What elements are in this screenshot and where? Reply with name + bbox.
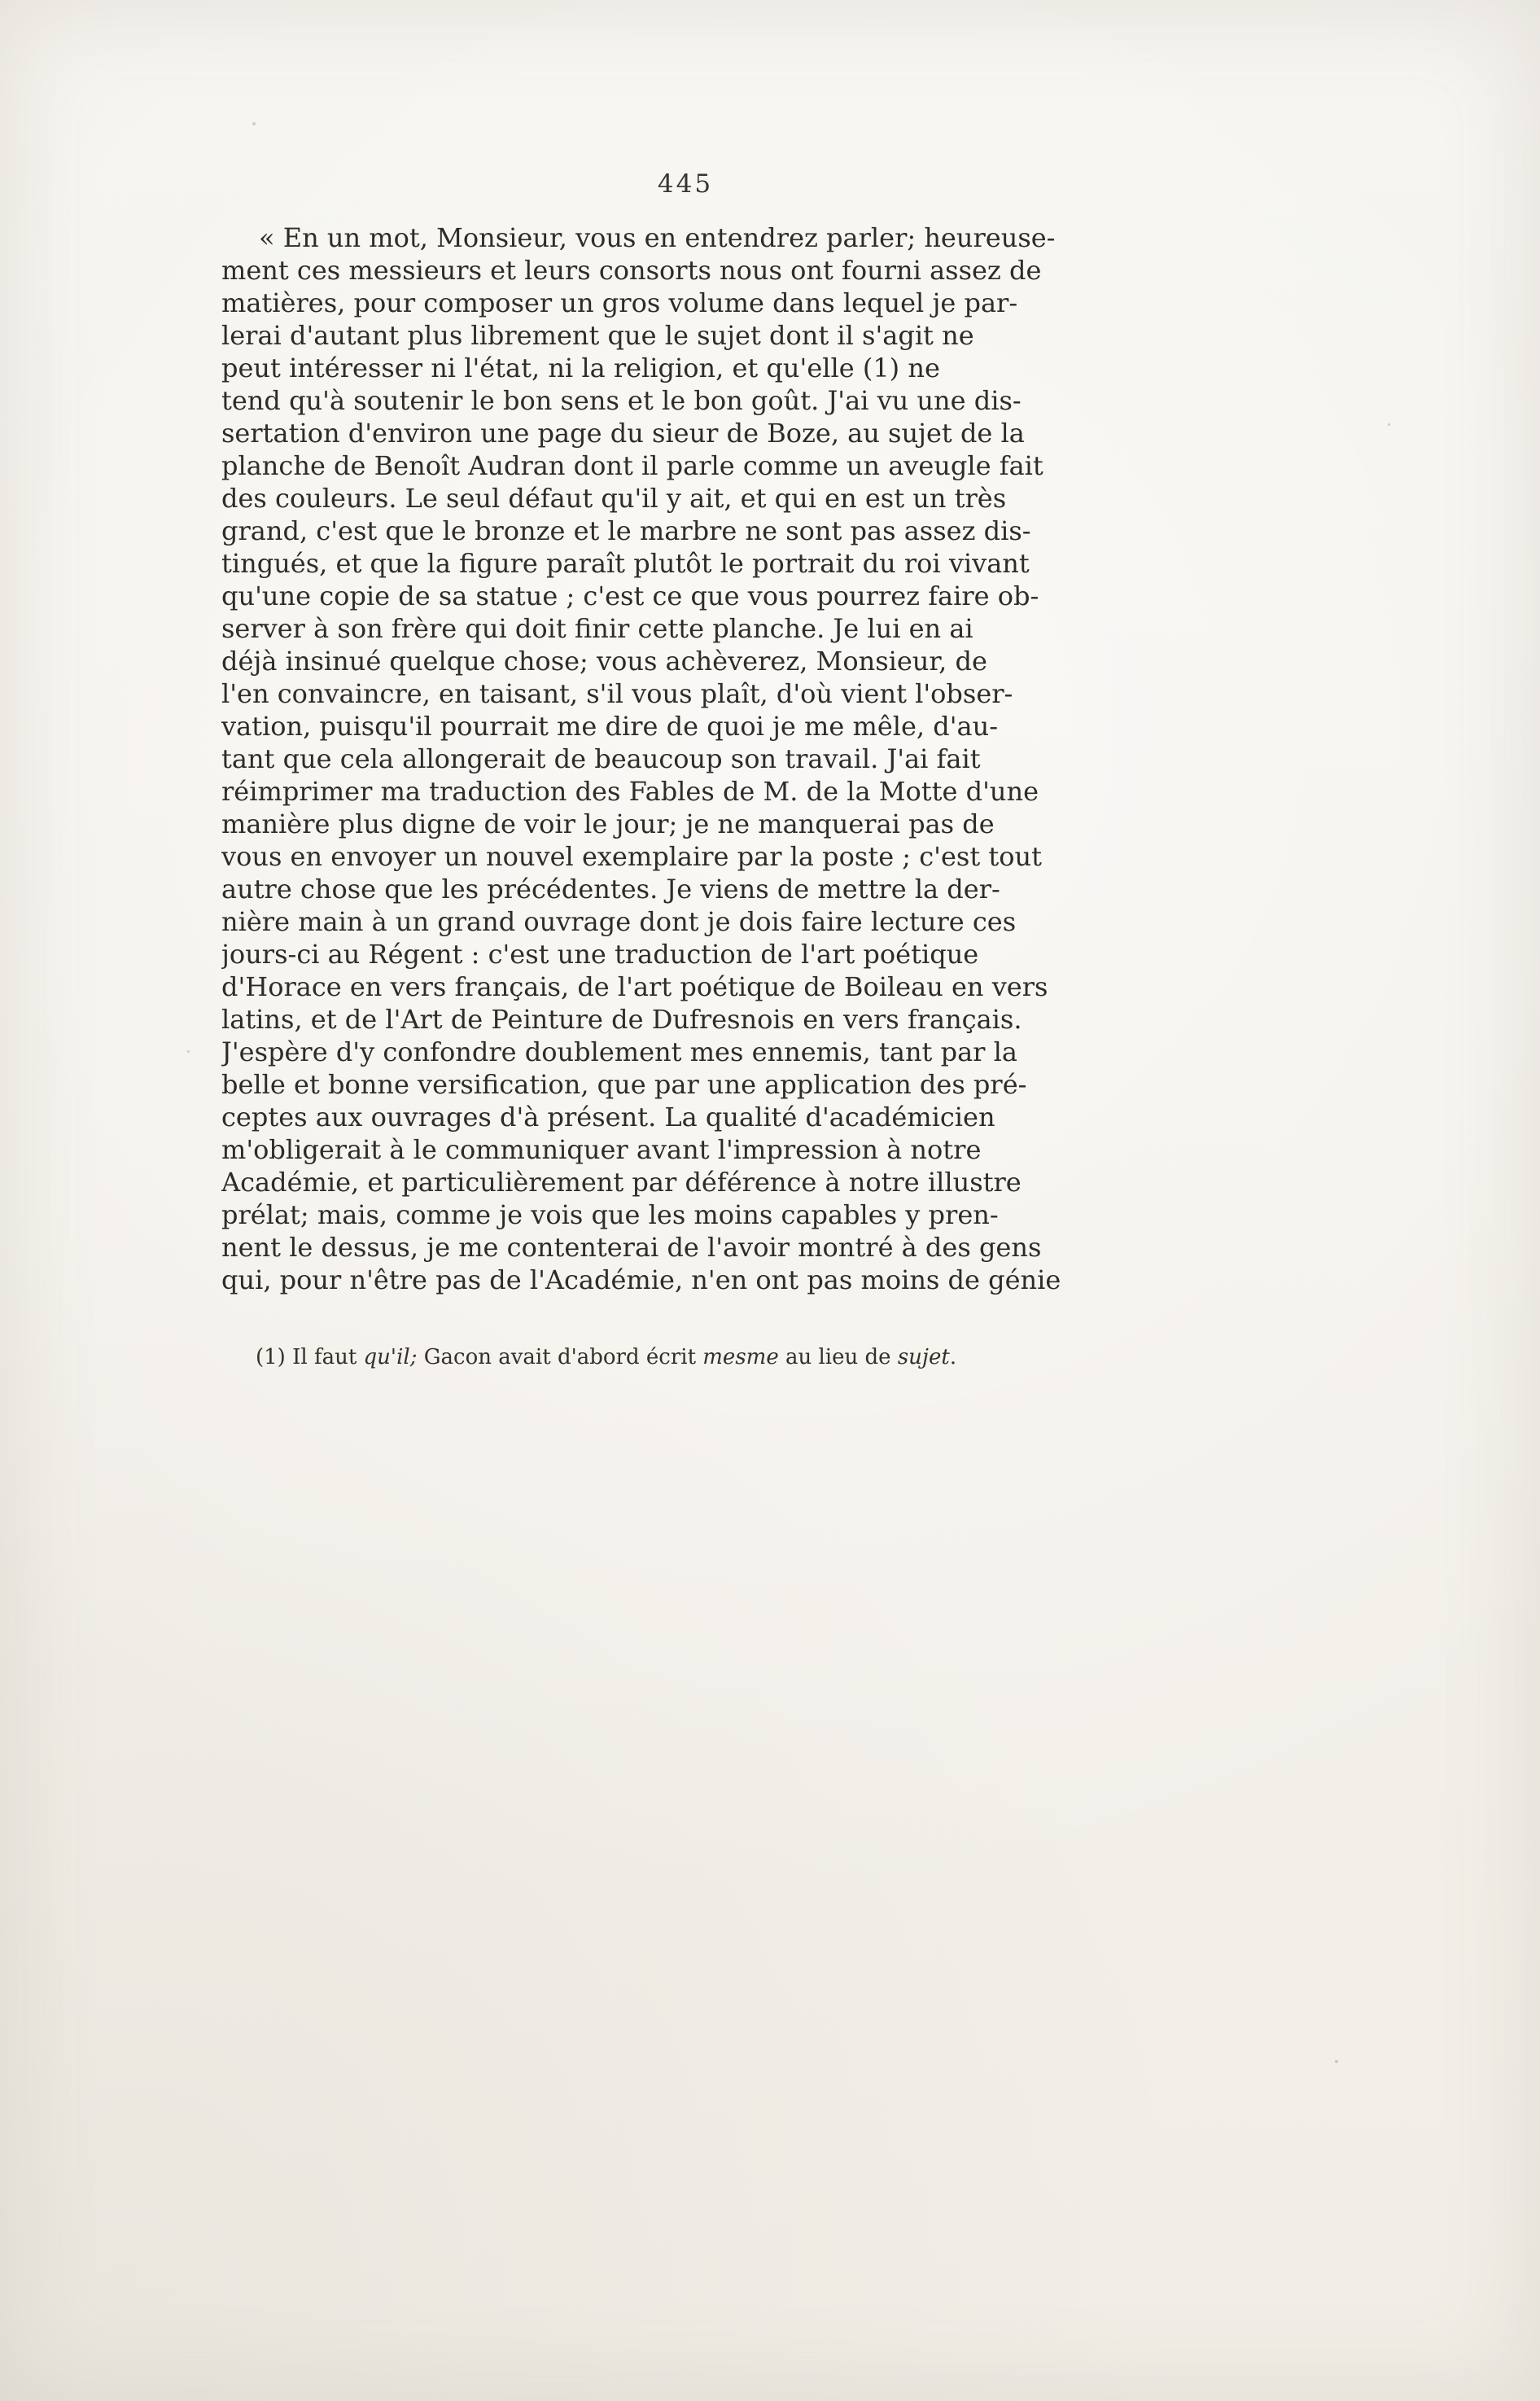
footnote-text: (1) Il faut: [256, 1345, 364, 1369]
footnote-italic: mesme: [702, 1345, 779, 1369]
footnote-text: .: [949, 1345, 957, 1369]
text-line: jours-ci au Régent : c'est une traduction de l'art poétique: [221, 939, 979, 970]
footnote-text: Gacon avait d'abord écrit: [417, 1345, 703, 1369]
paper-speck: [187, 1050, 190, 1053]
text-line: nent le dessus, je me contenterai de l'avoir montré à des gens: [221, 1232, 1042, 1263]
text-line: vation, puisqu'il pourrait me dire de quoi je me mêle, d'au-: [221, 711, 999, 742]
text-line: grand, c'est que le bronze et le marbre ne sont pas assez dis-: [221, 515, 1031, 546]
footnote-text: au lieu de: [778, 1345, 898, 1369]
text-line: qu'une copie de sa statue ; c'est ce que vous pourrez faire ob-: [221, 581, 1039, 611]
paper-speck: [1388, 423, 1390, 426]
text-line: J'espère d'y confondre doublement mes ennemis, tant par la: [221, 1036, 1017, 1067]
footnote-italic: sujet: [897, 1345, 950, 1369]
text-line: des couleurs. Le seul défaut qu'il y ait, et qui en est un très: [221, 483, 1007, 514]
text-line: réimprimer ma traduction des Fables de M. de la Motte d'une: [221, 776, 1039, 807]
paper-speck: [252, 122, 256, 125]
text-line: tant que cela allongerait de beaucoup son travail. J'ai fait: [221, 743, 981, 774]
text-line: l'en convaincre, en taisant, s'il vous plaît, d'où vient l'obser-: [221, 678, 1013, 709]
page-content: [221, 169, 1149, 1371]
text-line: d'Horace en vers français, de l'art poétique de Boileau en vers: [221, 971, 1048, 1002]
text-line: vous en envoyer un nouvel exemplaire par la poste ; c'est tout: [221, 841, 1042, 872]
text-line: belle et bonne versification, que par une application des pré-: [221, 1069, 1027, 1100]
text-line: manière plus digne de voir le jour; je ne manquerai pas de: [221, 808, 995, 839]
text-line: tend qu'à soutenir le bon sens et le bon goût. J'ai vu une dis-: [221, 385, 1022, 416]
text-line: déjà insinué quelque chose; vous achèverez, Monsieur, de: [221, 646, 987, 677]
paper-speck: [1335, 2060, 1338, 2063]
text-line: matières, pour composer un gros volume dans lequel je par-: [221, 287, 1018, 318]
text-line: m'obligerait à le communiquer avant l'impression à notre: [221, 1134, 982, 1165]
body-text: [221, 221, 1149, 1296]
text-line: server à son frère qui doit finir cette planche. Je lui en ai: [221, 613, 973, 644]
text-line: sertation d'environ une page du sieur de Boze, au sujet de la: [221, 418, 1025, 449]
text-line: ceptes aux ouvrages d'à présent. La qualité d'académicien: [221, 1102, 995, 1133]
text-line: planche de Benoît Audran dont il parle comme un aveugle fait: [221, 450, 1043, 481]
footnote-italic: qu'il;: [363, 1345, 418, 1369]
text-line: ment ces messieurs et leurs consorts nous ont fourni assez de: [221, 255, 1042, 286]
text-line: latins, et de l'Art de Peinture de Dufresnois en vers français.: [221, 1004, 1022, 1035]
text-line: nière main à un grand ouvrage dont je dois faire lecture ces: [221, 906, 1017, 937]
page-number: 445: [657, 169, 714, 199]
text-line: « En un mot, Monsieur, vous en entendrez parler; heureuse-: [259, 222, 1056, 253]
text-line: autre chose que les précédentes. Je viens de mettre la der-: [221, 874, 1000, 905]
footnote: [221, 1343, 1149, 1371]
text-line: prélat; mais, comme je vois que les moins capables y pren-: [221, 1199, 999, 1230]
text-line: peut intéresser ni l'état, ni la religion, et qu'elle (1) ne: [221, 353, 940, 383]
text-line: qui, pour n'être pas de l'Académie, n'en ont pas moins de génie: [221, 1264, 1061, 1295]
text-line: lerai d'autant plus librement que le sujet dont il s'agit ne: [221, 320, 974, 351]
text-line: tingués, et que la figure paraît plutôt le portrait du roi vivant: [221, 548, 1030, 579]
text-line: Académie, et particulièrement par déférence à notre illustre: [221, 1167, 1022, 1198]
